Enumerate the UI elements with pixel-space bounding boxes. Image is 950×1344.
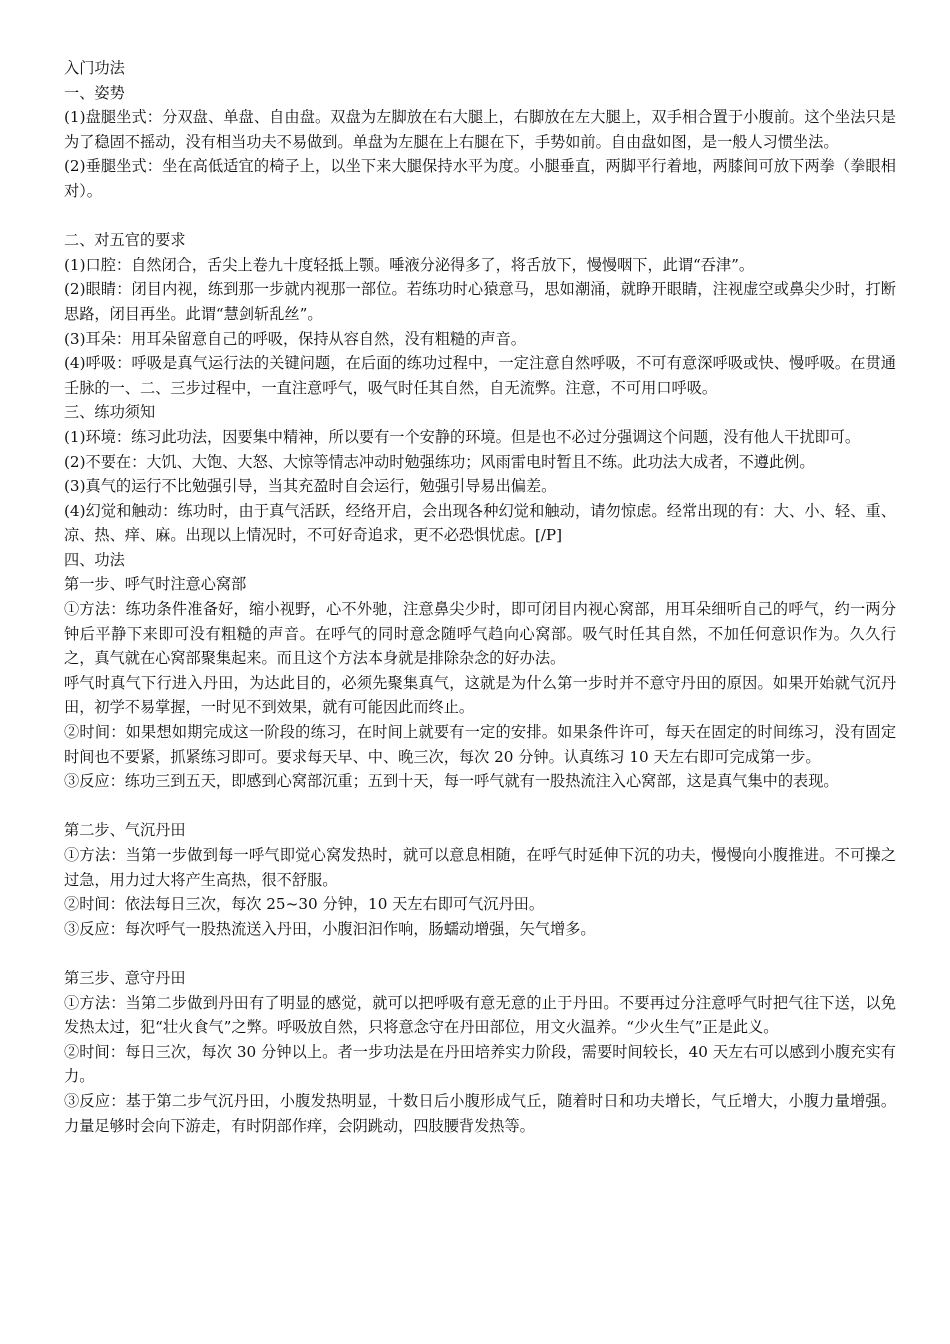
paragraph-avoid: (2)不要在：大饥、大饱、大怒、大惊等情志冲动时勉强练功；风雨雷电时暂且不练。此功法大成者，不遵此例。 [64, 452, 815, 471]
step-three-time: ②时间：每日三次，每次 30 分钟以上。者一步功法是在丹田培养实力阶段，需要时间较长，40 天左右可以感到小腹充实有力。 [64, 1042, 896, 1086]
section-heading-notes: 三、练功须知 [64, 403, 156, 422]
step-one-heading: 第一步、呼气时注意心窝部 [64, 575, 247, 594]
section-heading-senses: 二、对五官的要求 [64, 231, 186, 250]
section-heading-posture: 一、姿势 [64, 83, 125, 102]
step-two-heading: 第二步、气沉丹田 [64, 821, 186, 840]
step-one-reaction: ③反应：练功三到五天，即感到心窝部沉重；五到十天，每一呼气就有一股热流注入心窝部，这是真气集中的表现。 [64, 772, 839, 791]
paragraph-qi-flow: (3)真气的运行不比勉强引导，当其充盈时自会运行，勉强引导易出偏差。 [64, 477, 557, 496]
section-heading-method: 四、功法 [64, 550, 125, 569]
blank-line [64, 794, 896, 819]
step-two-time: ②时间：依法每日三次，每次 25~30 分钟，10 天左右即可气沉丹田。 [64, 895, 545, 914]
paragraph-cross-legged: (1)盘腿坐式：分双盘、单盘、自由盘。双盘为左脚放在右大腿上，右脚放在左大腿上，双手相合置于小腹前。这个坐法只是为了稳固不摇动，没有相当功夫不易做到。单盘为左腿在上右腿在下，手势如前。自由盘如图，是一般人习惯坐法。 [64, 108, 896, 151]
step-three-heading: 第三步、意守丹田 [64, 968, 186, 987]
step-one-explanation: 呼气时真气下行进入丹田，为达此目的，必须先聚集真气，这就是为什么第一步时并不意守丹田的原因。如果开始就气沉丹田，初学不易掌握，一时见不到效果，就有可能因此而终止。 [64, 673, 896, 717]
step-one-method: ①方法：练功条件准备好，缩小视野，心不外驰，注意鼻尖少时，即可闭目内视心窝部，用耳朵细听自己的呼气，约一两分钟后平静下来即可没有粗糙的声音。在呼气的同时意念随呼气趋向心窝部。吸气时任其自然，不加任何意识作为。久久行之，真气就在心窝部聚集起来。而且这个方法本身就是排除杂念的好办法。 [64, 600, 896, 668]
paragraph-illusions: (4)幻觉和触动：练功时，由于真气活跃，经络开启，会出现各种幻觉和触动，请勿惊虑。经常出现的有：大、小、轻、重、凉、热、痒、麻。出现以上情况时，不可好奇追求，更不必恐惧忧虑。[/P] [64, 501, 896, 545]
document-title: 入门功法 [64, 59, 125, 77]
step-two-method: ①方法：当第一步做到每一呼气即觉心窝发热时，就可以意息相随，在呼气时延伸下沉的功夫，慢慢向小腹推进。不可操之过急，用力过大将产生高热，很不舒服。 [64, 846, 896, 889]
paragraph-chair-sitting: (2)垂腿坐式：坐在高低适宜的椅子上，以坐下来大腿保持水平为度。小腿垂直，两脚平行着地，两膝间可放下两拳（拳眼相对）。 [64, 157, 896, 200]
step-three-method: ①方法：当第二步做到丹田有了明显的感觉，就可以把呼吸有意无意的止于丹田。不要再过分注意呼气时把气往下送，以免发热太过，犯“壮火食气”之弊。呼吸放自然，只将意念守在丹田部位，用文火温养。“少火生气”正是此义。 [64, 993, 896, 1037]
step-three-reaction: ③反应：基于第二步气沉丹田，小腹发热明显，十数日后小腹形成气丘，随着时日和功夫增长，气丘增大，小腹力量增强。力量足够时会向下游走，有时阴部作痒，会阴跳动，四肢腰背发热等。 [64, 1091, 896, 1135]
step-one-time: ②时间：如果想如期完成这一阶段的练习，在时间上就要有一定的安排。如果条件许可，每天在固定的时间练习，没有固定时间也不要紧，抓紧练习即可。要求每天早、中、晚三次，每次 20 分钟。认真练习 10 天左右即可完成第一步。 [64, 723, 896, 766]
blank-line [64, 941, 896, 966]
paragraph-ears: (3)耳朵：用耳朵留意自己的呼吸，保持从容自然，没有粗糙的声音。 [64, 329, 526, 348]
document-page [64, 56, 896, 1138]
paragraph-eyes: (2)眼睛：闭目内视，练到那一步就内视那一部位。若练功时心猿意马，思如潮涌，就睁开眼睛，注视虚空或鼻尖少时，打断思路，闭目再坐。此谓“慧剑斩乱丝”。 [64, 280, 896, 323]
step-two-reaction: ③反应：每次呼气一股热流送入丹田，小腹汩汩作响，肠蠕动增强，矢气增多。 [64, 919, 596, 938]
paragraph-mouth: (1)口腔：自然闭合，舌尖上卷九十度轻抵上颚。唾液分泌得多了，将舌放下，慢慢咽下，此谓“吞津”。 [64, 255, 755, 274]
paragraph-breathing: (4)呼吸：呼吸是真气运行法的关键问题，在后面的练功过程中，一定注意自然呼吸，不可有意深呼吸或快、慢呼吸。在贯通壬脉的一、二、三步过程中，一直注意呼气，吸气时任其自然，自无流弊。注意，不可用口呼吸。 [64, 354, 896, 397]
paragraph-environment: (1)环境：练习此功法，因要集中精神，所以要有一个安静的环境。但是也不必过分强调这个问题，没有他人干扰即可。 [64, 427, 861, 446]
blank-line [64, 204, 896, 229]
